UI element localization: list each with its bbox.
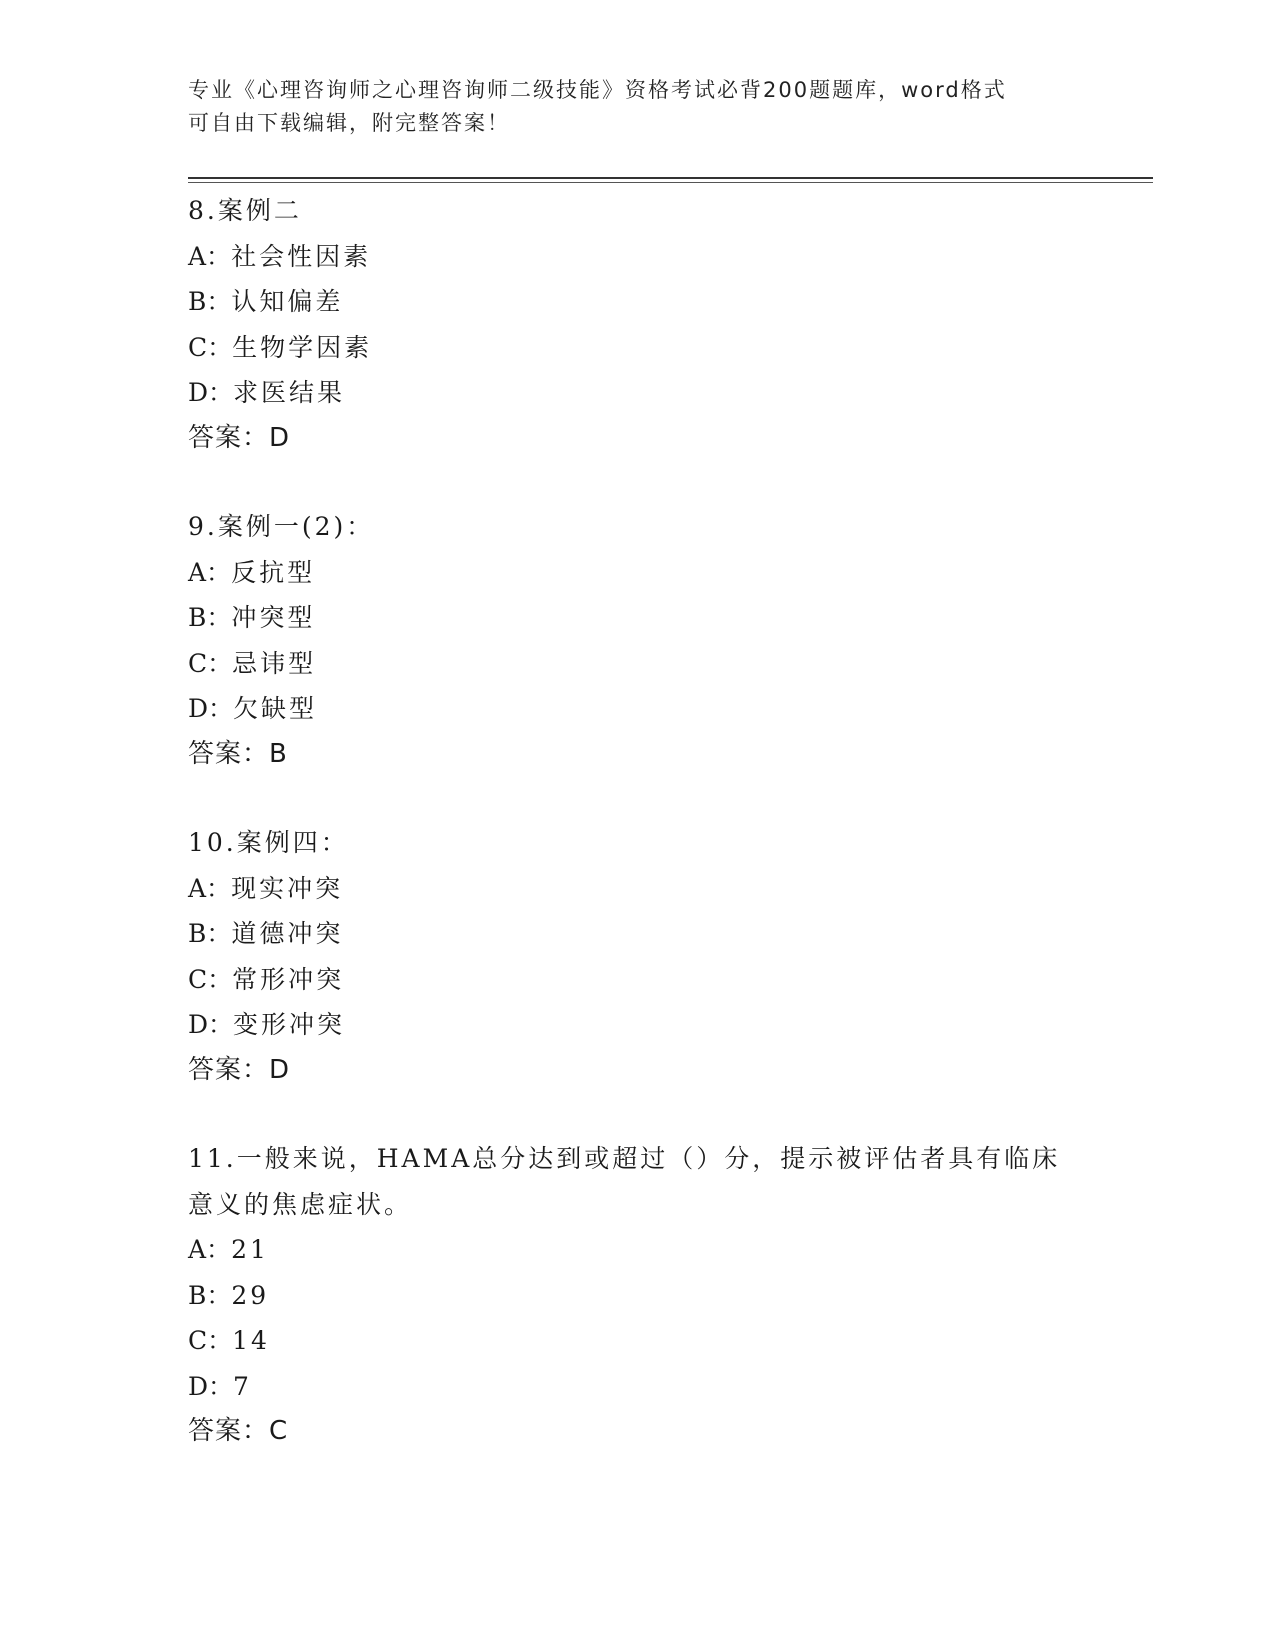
option-key: B：: [188, 919, 232, 948]
option-key: C：: [188, 648, 233, 678]
option-key: A：: [188, 557, 232, 587]
option-text: 认知偏差: [231, 287, 344, 316]
option-text: 常形冲突: [232, 964, 345, 994]
option-a: [188, 550, 1088, 596]
question-item: [188, 1136, 1088, 1455]
answer-label: 答案：: [188, 422, 270, 453]
option-text: 现实冲突: [231, 873, 344, 903]
option-text: 7: [233, 1371, 252, 1401]
option-key: A：: [188, 1235, 232, 1264]
option-key: C：: [188, 964, 233, 994]
option-key: B：: [188, 603, 232, 632]
option-b: [188, 595, 1088, 641]
option-key: A：: [188, 873, 232, 903]
option-b: [188, 1273, 1088, 1319]
header-title-line-2: 可自由下载编辑，附完整答案！: [188, 111, 510, 135]
option-text: 社会性因素: [231, 241, 372, 271]
option-key: D：: [188, 694, 234, 723]
answer-label: 答案：: [188, 738, 270, 769]
question-item: [188, 188, 1088, 461]
option-c: [188, 325, 1088, 371]
option-text: 29: [231, 1280, 270, 1310]
option-text: 14: [232, 1326, 270, 1355]
option-b: [188, 911, 1088, 957]
option-a: [188, 866, 1088, 912]
option-d: [188, 370, 1088, 416]
answer-label: 答案：: [188, 1054, 270, 1085]
option-c: [188, 957, 1088, 1003]
question-item: [188, 504, 1088, 777]
option-d: [188, 1364, 1088, 1410]
answer-value: C: [269, 1416, 289, 1446]
option-key: C：: [188, 1326, 233, 1355]
option-a: [188, 234, 1088, 280]
option-d: [188, 1002, 1088, 1048]
header-divider-thin: [188, 182, 1153, 183]
header-title-line-1: 专业《心理咨询师之心理咨询师二级技能》资格考试必背200题题库，word格式: [188, 78, 1007, 102]
option-key: B：: [188, 287, 232, 316]
option-key: A：: [188, 241, 232, 271]
answer-value: D: [269, 422, 291, 453]
option-text: 道德冲突: [231, 919, 344, 948]
option-c: [188, 1318, 1088, 1364]
option-text: 求医结果: [233, 378, 346, 407]
option-text: 冲突型: [231, 603, 316, 632]
option-key: B：: [188, 1280, 232, 1310]
option-text: 忌讳型: [232, 648, 317, 678]
document-header: [188, 74, 1068, 140]
question-item: [188, 820, 1088, 1093]
answer-value: B: [269, 738, 288, 769]
option-b: [188, 279, 1088, 325]
question-list: [188, 188, 1088, 1498]
option-text: 反抗型: [231, 557, 316, 587]
answer-line: [188, 416, 1088, 462]
option-key: D：: [188, 1010, 234, 1039]
option-key: D：: [188, 1371, 234, 1401]
option-text: 变形冲突: [233, 1010, 346, 1039]
option-text: 欠缺型: [233, 694, 318, 723]
question-stem: 9.案例一(2)：: [188, 512, 375, 541]
answer-line: [188, 1409, 1088, 1455]
option-key: C：: [188, 332, 233, 362]
answer-label: 答案：: [188, 1416, 270, 1446]
question-stem: 11.一般来说，HAMA总分达到或超过（）分，提示被评估者具有临床意义的焦虑症状。: [188, 1144, 1061, 1219]
header-divider-thick: [188, 177, 1153, 179]
option-a: [188, 1227, 1088, 1273]
option-key: D：: [188, 378, 234, 407]
question-stem: 10.案例四：: [188, 828, 349, 857]
option-c: [188, 641, 1088, 687]
option-d: [188, 686, 1088, 732]
question-stem: 8.案例二: [188, 196, 302, 225]
answer-line: [188, 1048, 1088, 1094]
answer-value: D: [269, 1054, 291, 1085]
option-text: 生物学因素: [232, 332, 373, 362]
option-text: 21: [231, 1235, 269, 1264]
answer-line: [188, 732, 1088, 778]
